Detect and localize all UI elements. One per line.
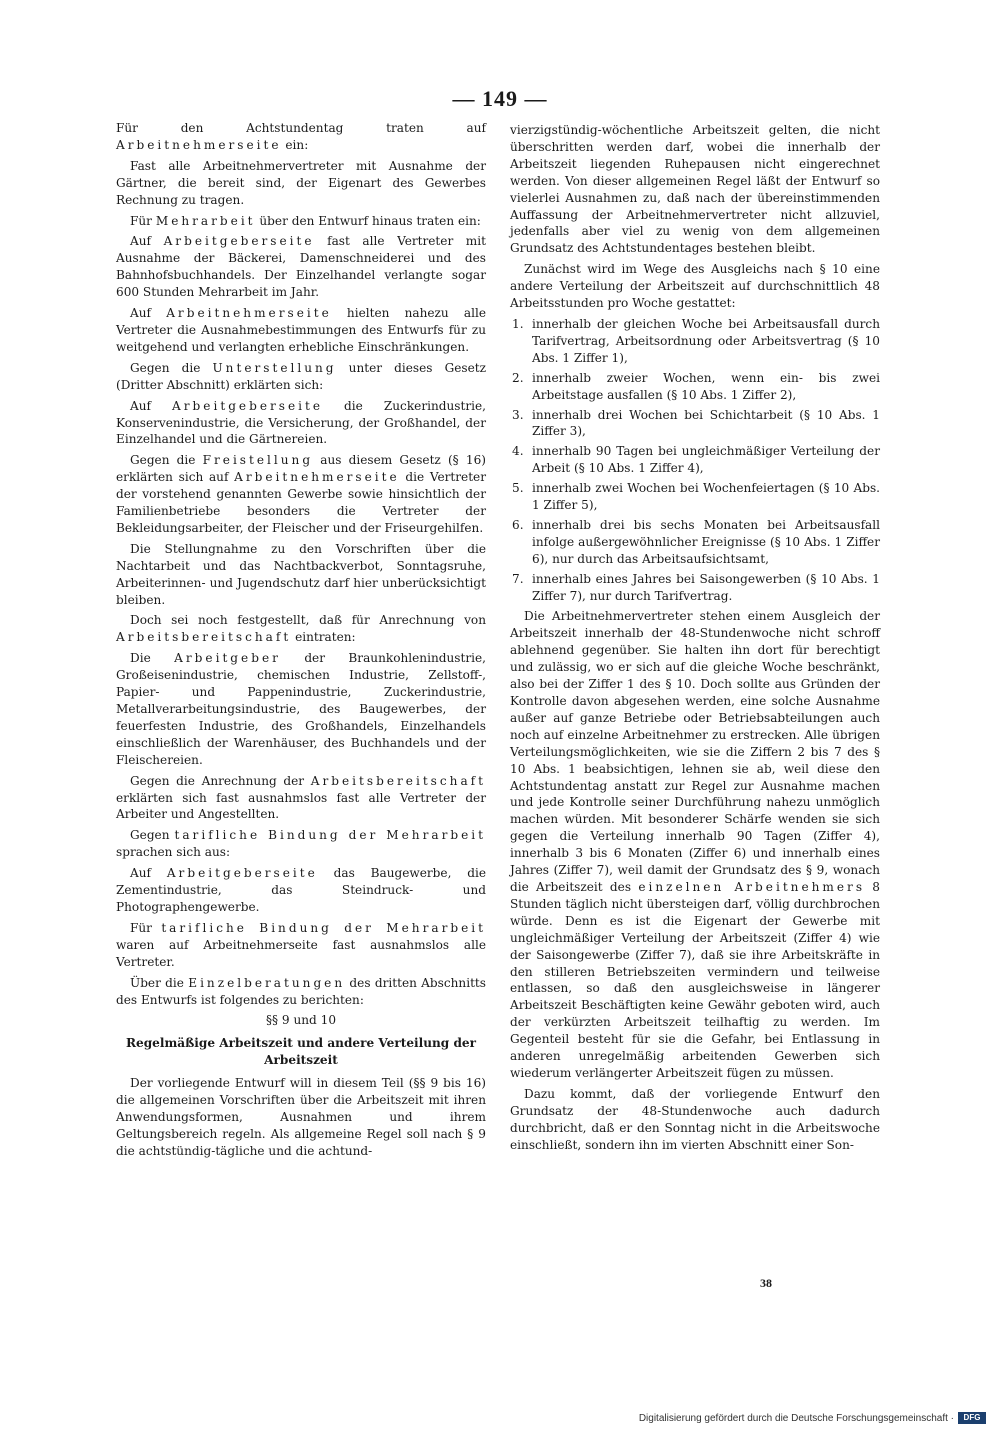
paragraph — [116, 360, 486, 394]
paragraph — [116, 773, 486, 824]
digitization-footer — [639, 1412, 986, 1424]
paragraph — [116, 827, 486, 861]
text-run: §§ 9 und 10 — [265, 1013, 337, 1028]
text-run: hielten nahezu alle Vertreter die Ausnahmebestimmungen des Entwurfs für zu weitgehend und verlangten erhebliche Einschränkungen. — [116, 306, 487, 354]
section-number — [116, 1012, 486, 1029]
text-run: Für den Achtstundentag traten auf — [116, 121, 486, 135]
list-item — [510, 517, 880, 568]
paragraph — [116, 213, 486, 230]
text-run: Die Arbeitnehmervertreter stehen einem Ausgleich der Arbeitszeit innerhalb der 48-Stundenwoche nicht schroff ablehnend gegenüber. Sie halten ihn dort für berechtigt und zulässig, wo er sich auf die gleiche Woche beschränkt, also bei der Ziffer 1 des § 10. Doch sollte aus Gründen der Kontrolle davon abgesehen werden, eine solche Ausnahme außer auf ganze Betriebe oder Betriebsabteilungen auch noch auf einzelne Arbeitnehmer zu erstrecken. Alle übrigen Verteilungsmöglichkeiten, wie sie die Ziffern 2 bis 7 des § 10 Abs. 1 beabsichtigen, lehnen sie ab, weil diese den Achtstundentag anstatt zur Regel zur Ausnahme machen und jede Kontrolle seiner Durchführung nahezu unmöglich machen würden. Mit besonderer Schärfe wenden sie sich gegen die Verteilung innerhalb 90 Tagen (Ziffer 4), innerhalb 3 bis 6 Monaten (Ziffer 6) und innerhalb eines Jahres (Ziffer 7), weil damit der Grundsatz des § 9, wonach die Arbeitszeit des — [510, 609, 880, 894]
text-run: Die Stellungnahme zu den Vorschriften über die Nachtarbeit und das Nachtbackverbot, Sonntagsruhe, Arbeiterinnen- und Jugendschutz darf hier unberücksichtigt bleiben. — [116, 541, 486, 607]
paragraph — [116, 541, 486, 609]
paragraph — [510, 122, 880, 257]
spaced-emphasis: Einzelberatungen — [188, 975, 346, 990]
text-run: Zunächst wird im Wege des Ausgleichs nach § 10 eine andere Verteilung der Arbeitszeit auf durchschnittlich 48 Arbeitsstunden pro Woche gestattet: — [510, 262, 880, 311]
paragraph — [116, 398, 486, 449]
text-run: Über die — [130, 975, 189, 990]
text-run: Der vorliegende Entwurf will in diesem Teil (§§ 9 bis 16) die allgemeinen Vorschriften über die Arbeitszeit mit ihren Anwendungsformen, Ausnahmen und ihrem Geltungsbereich regeln. Als allgemeine Regel soll nach § 9 die achtstündig-tägliche und die achtund- — [116, 1076, 486, 1158]
paragraph — [116, 920, 486, 971]
text-run: die Zuckerindustrie, Konservenindustrie, die Versicherung, der Großhandel, der Einzelhandel und die Gärtnereien. — [116, 398, 487, 447]
text-run: unter dieses Gesetz (Dritter Abschnitt) erklärten sich: — [116, 360, 486, 392]
text-run: waren auf Arbeitnehmerseite fast ausnahmslos alle Vertreter. — [116, 937, 486, 969]
list-number: 3. — [512, 407, 524, 422]
right-column — [510, 122, 880, 1157]
spaced-emphasis: Arbeitgeberseite — [172, 398, 324, 413]
left-column — [116, 120, 486, 1164]
dfg-logo: DFG — [958, 1412, 986, 1424]
spaced-emphasis: Arbeitnehmerseite — [116, 137, 282, 152]
page-number: — 149 — — [452, 86, 548, 111]
text-run: 8 Stunden täglich nicht übersteigen darf, völlig durchbrochen würde. Denn es ist die Eigenart der Gewerbe mit ungleichmäßiger Verteilung der Arbeitszeit (Ziffer 4) wie der Saisongewerbe (Ziffer 7), daß sie ihre Arbeitskräfte in den stilleren Betriebszeiten vermindern und teilweise entlassen, so daß den ausgleichsweise in längerer Arbeitszeit Beschäftigten keine Gewähr geboten wird, auch der verkürzten Arbeitszeit teilhaftig zu werden. Im Gegenteil besteht für sie die Gefahr, bei Entlassung in anderen unregelmäßig arbeitenden Gewerben sich wiederum verlängerter Arbeitszeit fügen zu müssen. — [510, 879, 881, 1080]
paragraph — [116, 120, 486, 154]
spaced-emphasis: Arbeitgeber — [174, 651, 281, 666]
list-text: innerhalb eines Jahres bei Saisongewerben (§ 10 Abs. 1 Ziffer 7), nur durch Tarifvertrag. — [532, 571, 880, 603]
list-text: innerhalb drei bis sechs Monaten bei Arbeitsausfall infolge außergewöhnlicher Ereignisse (§ 10 Abs. 1 Ziffer 6), nur durch das Arbeitsaufsichtsamt, — [532, 517, 880, 566]
paragraph — [510, 608, 880, 1081]
spaced-emphasis: Arbeitsbereitschaft — [310, 773, 486, 788]
text-run: ein: — [281, 137, 309, 152]
text-run: der Braunkohlenindustrie, Großeisenindustrie, chemischen Industrie, Zellstoff-, Papier- und Pappenindustrie, Zuckerindustrie, Metallverarbeitungsindustrie, des Baugewerbes, der feuerfesten Industrie, des Großhandels, Einzelhandels einschließlich der Warenhäuser, des Buchhandels und der Fleischereien. — [116, 651, 486, 767]
list-number: 2. — [512, 370, 524, 385]
text-run: Regelmäßige Arbeitszeit und andere Verteilung der Arbeitszeit — [125, 1036, 476, 1068]
text-run: Gegen die Anrechnung der — [130, 773, 311, 788]
paragraph — [116, 650, 486, 768]
paragraph — [510, 1086, 880, 1154]
spaced-emphasis: Arbeitnehmerseite — [234, 470, 400, 485]
paragraph — [510, 261, 880, 312]
paragraph — [116, 233, 486, 301]
spaced-emphasis: Mehrarbeit — [155, 213, 256, 228]
text-run: Auf — [130, 866, 167, 881]
spaced-emphasis: einzelnen Arbeitnehmers — [638, 879, 866, 894]
list-item — [510, 443, 880, 477]
paragraph — [116, 452, 486, 537]
spaced-emphasis: Arbeitgeberseite — [163, 234, 315, 249]
footer-text: Digitalisierung gefördert durch die Deutsche Forschungsgemeinschaft · — [638, 1412, 954, 1424]
list-text: innerhalb zwei Wochen bei Wochenfeiertagen (§ 10 Abs. 1 Ziffer 5), — [532, 481, 880, 513]
spaced-emphasis: tarifliche Bindung der Mehrarbeit — [161, 920, 486, 935]
paragraph — [116, 975, 486, 1009]
list-item — [510, 316, 880, 367]
text-run: Gegen — [130, 828, 175, 843]
spaced-emphasis: Freistellung — [202, 453, 314, 468]
list-item — [510, 407, 880, 441]
text-run: Dazu kommt, daß der vorliegende Entwurf den Grundsatz der 48-Stundenwoche auch dadurch durchbricht, daß er den Sonntag nicht in die Arbeitswoche einschließt, sondern ihn im vierten Abschnitt einer Son- — [510, 1086, 880, 1152]
text-run: Für — [130, 213, 156, 228]
list-number: 6. — [512, 517, 524, 532]
text-run: Gegen die — [130, 453, 203, 468]
spaced-emphasis: Arbeitnehmerseite — [166, 306, 332, 321]
text-run: Fast alle Arbeitnehmervertreter mit Ausnahme der Gärtner, die bereit sind, der Eigenart des Gewerbes Rechnung zu tragen. — [116, 158, 486, 207]
signature-mark: 38 — [760, 1276, 772, 1290]
list-number: 1. — [512, 316, 524, 331]
list-number: 5. — [512, 481, 524, 496]
text-run: fast alle Vertreter mit Ausnahme der Bäckerei, Damenschneiderei und des Bahnhofsbuchhandels. Der Einzelhandel verlangte sogar 600 Stunden Mehrarbeit im Jahr. — [116, 234, 486, 300]
list-text: innerhalb drei Wochen bei Schichtarbeit (§ 10 Abs. 1 Ziffer 3), — [532, 407, 880, 439]
list-item — [510, 571, 880, 605]
list-item — [510, 480, 880, 514]
list-item — [510, 370, 880, 404]
list-text: innerhalb 90 Tagen bei ungleichmäßiger Verteilung der Arbeit (§ 10 Abs. 1 Ziffer 4), — [532, 444, 880, 476]
list-number: 7. — [512, 571, 524, 586]
text-run: Für — [130, 920, 162, 935]
paragraph — [116, 865, 486, 916]
list-text: innerhalb der gleichen Woche bei Arbeitsausfall durch Tarifvertrag, Arbeitsordnung oder Arbeitsvertrag (§ 10 Abs. 1 Ziffer 1), — [532, 316, 880, 365]
text-run: erklärten sich fast ausnahmslos fast alle Vertreter der Arbeiter und Angestellten. — [116, 790, 486, 822]
spaced-emphasis: tarifliche Bindung der Mehrarbeit — [174, 828, 486, 843]
text-run: eintraten: — [291, 630, 356, 645]
text-run: Auf — [130, 234, 164, 249]
text-run: vierzigstündig-wöchentliche Arbeitszeit gelten, die nicht überschritten werden darf, wobei die innerhalb der Arbeitszeit liegenden Ruhepausen nicht eingerechnet werden. Von dieser allgemeinen Regel läßt der Entwurf so vielerlei Ausnahmen zu, daß nach der übereinstimmenden Auffassung der Arbeitnehmervertreter nicht allzuviel, jedenfalls aber viel zu wenig von dem allgemeinen Grundsatz des Achtstundentages bestehen bleibt. — [510, 123, 880, 256]
list-text: innerhalb zweier Wochen, wenn ein- bis zwei Arbeitstage ausfallen (§ 10 Abs. 1 Ziffer 2), — [532, 370, 880, 402]
text-run: Auf — [130, 306, 167, 321]
distribution-list — [510, 316, 880, 605]
list-number: 4. — [512, 444, 524, 459]
text-run: Doch sei noch festgestellt, daß für Anrechnung von — [130, 613, 486, 628]
section-heading — [116, 1035, 486, 1069]
text-run: Gegen die — [130, 360, 213, 375]
paragraph — [116, 612, 486, 646]
paragraph — [116, 305, 486, 356]
text-run: Die — [130, 651, 175, 666]
paragraph — [116, 1075, 486, 1160]
spaced-emphasis: Arbeitgeberseite — [166, 866, 318, 881]
text-run: das Baugewerbe, die Zementindustrie, das Steindruck- und Photographengewerbe. — [116, 866, 487, 914]
text-run: aus diesem Gesetz (§ 16) erklärten sich auf — [116, 453, 486, 485]
text-run: über den Entwurf hinaus traten ein: — [255, 213, 481, 228]
spaced-emphasis: Unterstellung — [212, 360, 337, 375]
paragraph — [116, 158, 486, 209]
text-run: sprachen sich aus: — [116, 845, 231, 860]
text-run: die Vertreter der vorstehend genannten Gewerbe sowie hinsichtlich der Familienbetriebe besonders die Vertreter der Bekleidungsarbeiter, der Fleischer und der Friseurgehilfen. — [116, 470, 486, 535]
text-run: Auf — [130, 398, 173, 413]
spaced-emphasis: Arbeitsbereitschaft — [116, 630, 292, 645]
text-run: des dritten Abschnitts des Entwurfs ist folgendes zu berichten: — [116, 975, 487, 1007]
